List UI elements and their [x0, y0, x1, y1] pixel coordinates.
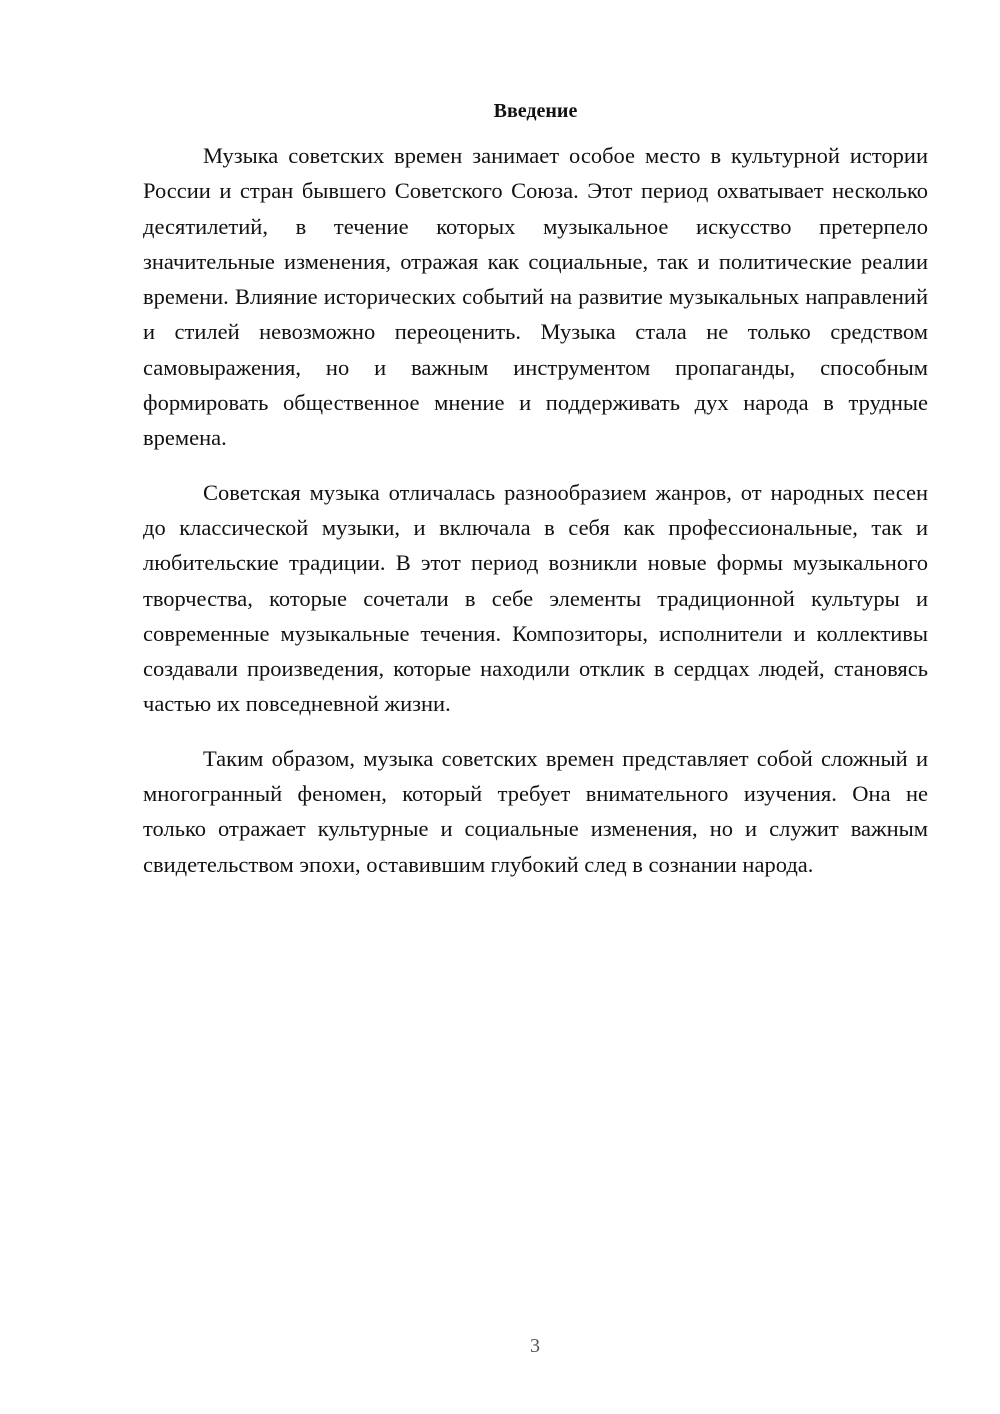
paragraph-2: Советская музыка отличалась разнообразием жанров, от народных песен до классической музыки, и включала в себя как профессиональные, так и любительские традиции. В этот период возникли новые формы музыкального творчества, которые сочетали в себе элементы традиционной культуры и современные музыкальные течения. Композиторы, исполнители и коллективы создавали произведения, которые находили отклик в сердцах людей, становясь частью их повседневной жизни.	[143, 479, 928, 717]
paragraph-1: Музыка советских времен занимает особое место в культурной истории России и стран бывшего Советского Союза. Этот период охватывает несколько десятилетий, в течение которых музыкальное искусство претерпело значительные изменения, отражая как социальные, так и политические реалии времени. Влияние исторических событий на развитие музыкальных направлений и стилей невозможно переоценить. Музыка стала не только средством самовыражения, но и важным инструментом пропаганды, способным формировать общественное мнение и поддерживать дух народа в трудные времена.	[143, 143, 928, 451]
paragraph-3: Таким образом, музыка советских времен представляет собой сложный и многогранный феномен, который требует внимательного изучения. Она не только отражает культурные и социальные изменения, но и служит важным свидетельством эпохи, оставившим глубокий след в сознании народа.	[143, 745, 928, 877]
page-number: 3	[530, 1335, 540, 1357]
section-heading: Введение	[493, 100, 578, 122]
document-body	[143, 94, 928, 901]
